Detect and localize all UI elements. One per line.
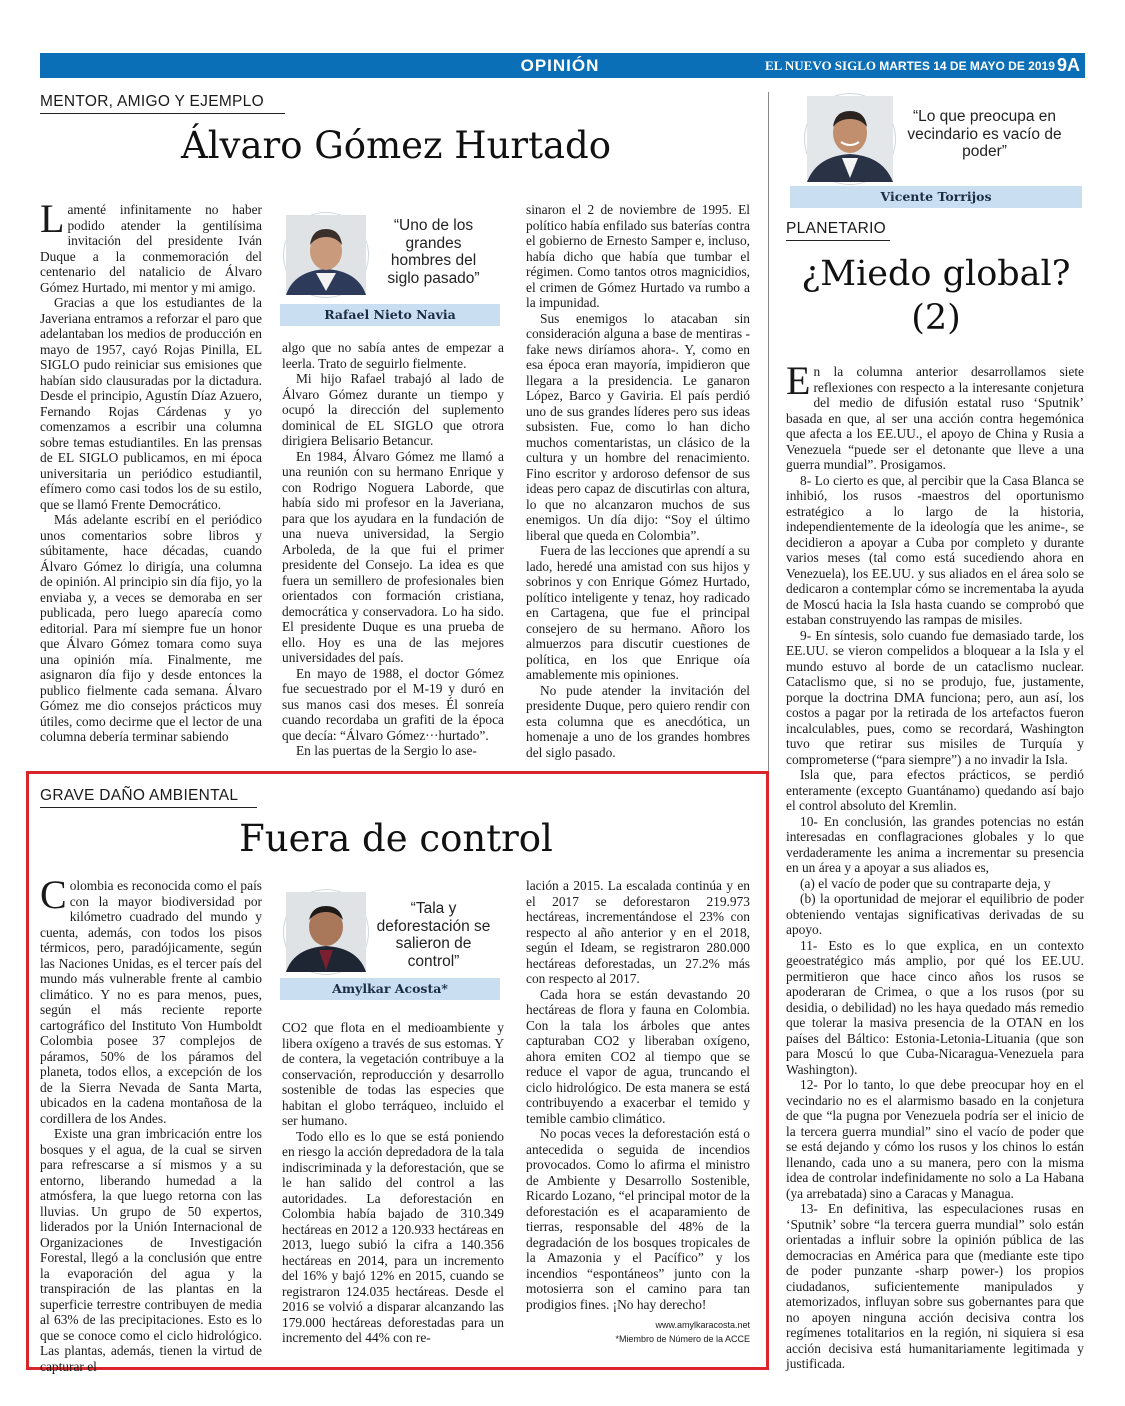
paragraph: En las puertas de la Sergio lo ase- [296, 743, 477, 758]
article2-column-3 [526, 878, 750, 1318]
paragraph: Isla que, para efectos prácticos, se perdió enteramente (excepto Guantánamo) quedando así bajo el control absoluto del Kremlin. [786, 767, 1084, 813]
paragraph: Existe una gran imbricación entre los bosques y el agua, de la cual se sirven para refrescarse a sí mismos y a su entorno, liberando humedad a la atmósfera, la que luego retorna con las lluvias. Un grupo de 50 expertos, liderados por la Unión Internacional de Organizaciones de Investigación Forestal, llegó a la conclusión que entre la evaporación del agua y la transpiración de las plantas en la superficie terrestre contribuyen de media al 63% de las precipitaciones. Esto es lo que se conoce como el ciclo hidrológico. Las plantas, además, tienen la virtud de capturar el [40, 1126, 262, 1374]
paragraph: 12- Por lo tanto, lo que debe preocupar hoy en el vecindario no es el alarmismo basado en la conjetura de que “la pugna por Venezuela podría ser el inicio de la tercera guerra mundial” sino el vacío de poder que se está dejando y cómo los rusos y los chinos lo están llenando, cada uno a su manera, pero con la misma idea de controlar indefinidamente no solo a La Habana (ya arrebatada) sino a Caracas y Managua. [786, 1077, 1084, 1201]
article1-title: Álvaro Gómez Hurtado [181, 124, 611, 167]
paragraph: En mayo de 1988, el doctor Gómez fue secuestrado por el M-19 y duró en sus manos casi dos meses. Él sonreía cuando recordaba un grafiti de la época que decía: “Álvaro Gómez···hurtado”. [282, 665, 504, 743]
paragraph: Gracias a que los estudiantes de la Javeriana entramos a reforzar el paro que adelantaban los medios de producción en mayo de 1957, cayó Rojas Pinilla, EL SIGLO pudo reiniciar sus emisiones que habían sido clausuradas por la dictadura. Desde el principio, Agustín Díaz Azuero, Fernando Rojas Cárdenas y yo comenzamos a escribir una columna sobre temas estudiantiles. En las prensas de EL SIGLO publicamos, en mi época universitaria un periódico estudiantil, efímero como casi todos los de su estilo, que se llamó Frente Democrático. [40, 295, 262, 512]
paper-name: EL NUEVO SIGLO [765, 58, 876, 73]
paragraph: Cada hora se están devastando 20 hectáreas de flora y fauna en Colombia. Con la tala los árboles que antes capturaban CO2 y liberaban oxígeno, ahora emiten CO2 al tiempo que se reduce el vapor de agua, truncando el ciclo hidrológico. De esta manera se está contribuyendo a exacerbar el temido y temible cambio climático. [526, 986, 750, 1126]
article1-kicker: MENTOR, AMIGO Y EJEMPLO [40, 93, 264, 110]
paragraph: No pocas veces la deforestación está o antecedida o seguida de incendios provocados. Como lo afirma el ministro de Ambiente y Desarrollo Sostenible, Ricardo Lozano, “el principal motor de la deforestación es el acaparamiento de tierras, responsable del 48% de la degradación de los bosques tropicales de la Amazonia y el Pacífico” y los incendios “espontáneos” junto con la motosierra son el camino para tan prodigios fines. ¡No hay derecho! [526, 1126, 750, 1312]
paragraph: n la columna anterior desarrollamos siete reflexiones con respecto a la interesante conjetura del medio de difusión estatal ruso ‘Sputnik’ basada en que, al ser una acción contra hegemónica que afecta a los EE.UU., el apoyo de China y Rusia a Venezuela “puede ser el detonante que lleve a una guerra mundial”. Prosigamos. [786, 364, 1084, 472]
article2-author: Amylkar Acosta* [280, 978, 500, 1000]
dropcap: C [40, 872, 67, 917]
paragraph: 9- En síntesis, solo cuando fue demasiado tarde, los EE.UU. se vieron compelidos a bloquear a la Isla y el mundo estuvo al borde de un cataclismo nuclear. Cataclismo que, si no se produjo, fue, justamente, porque la doctrina DMA funciona; pero, aun así, los costos a pagar por la retirada de los artefactos fueron incalculables, pues, como se recordará, Washington tuvo que retirar sus misiles de Turquía y comprometerse (“para siempre”) a no invadir la Isla. [786, 627, 1084, 767]
paragraph: 13- En definitiva, las especulaciones rusas en ‘Sputnik’ sobre “la tercera guerra mundial” solo están orientadas a influir sobre la opinión pública de las democracias en América para que (mediante este tipo de poder punzante -sharp power-) los propios ciudadanos, suficientemente manipulados y atemorizados, influyan sobre sus gobernantes para que no apoyen ninguna acción decisiva contra los regímenes totalitarios en la región, ni siquiera si esa acción decisiva está humanitariamente legitimada y justificada. [786, 1201, 1084, 1371]
article3-author: Vicente Torrijos [790, 186, 1082, 208]
article2-footnote: *Miembro de Número de la ACCE [615, 1334, 750, 1344]
portrait-image [286, 215, 366, 295]
article3-body [786, 358, 1084, 1371]
paragraph: sinaron el 2 de noviembre de 1995. El político había enfilado sus baterías contra el gobierno de Ernesto Samper e, incluso, había dicho que había que tumbar el régimen. Como tantos otros magnicidios, el crimen de Gómez Hurtado va rumbo a la impunidad. [526, 202, 750, 310]
article1-kicker-rule [40, 113, 285, 114]
paragraph: (a) el vacío de poder que su contraparte deja, y [800, 875, 1051, 891]
title-line: (2) [911, 298, 961, 338]
paragraph: Más adelante escribí en el periódico unos comentarios sobre libros y súbitamente, hace décadas, cuando Álvaro Gómez lo dirigía, una columna de opinión. Al principio sin día fijo, yo la enviaba y, a veces se demoraba en ser publicada, pero luego aparecía como editorial. Para mí siempre fue un honor que Álvaro Gómez tomara como suya una opinión mía. Finalmente, me asignaron día fijo y desde entonces la publico fielmente cada semana. Álvaro Gómez me dio consejos prácticos muy útiles, como decirme que el lector de una columna debería terminar sabiendo [40, 512, 262, 744]
paragraph: lación a 2015. La escalada continúa y en el 2017 se deforestaron 219.973 hectáreas, incrementándose el 23% con respecto al año anterior y en el 2018, según el Ideam, se registraron 280.000 hectáreas deforestadas, un 27.2% más con respecto al 2017. [526, 878, 750, 986]
article3-quote: “Lo que preocupa en vecindario es vacío de poder” [907, 108, 1062, 160]
paragraph: amenté infinitamente no haber podido atender la gentilísima invitación del presidente Iván Duque a la conmemoración del centenario del natalicio de Álvaro Gómez Hurtado, mi mentor y mi amigo. [40, 202, 262, 295]
article2-website: www.amylkaracosta.net [655, 1320, 750, 1330]
article2-quote: “Tala y deforestación se salieron de control” [376, 900, 491, 970]
header-paper-name [765, 55, 1055, 77]
author-portrait [284, 213, 368, 297]
article2-title: Fuera de control [239, 817, 553, 860]
paragraph: No pude atender la invitación del presidente Duque, pero quiero rendir con esta columna que es anecdótica, un homenaje a uno de los grandes hombres del siglo pasado. [526, 682, 750, 760]
article3-kicker: PLANETARIO [786, 220, 887, 237]
portrait-image [286, 892, 366, 972]
dropcap: E [786, 358, 811, 403]
page-number: 9A [1056, 55, 1080, 75]
article2-column-2 [282, 1020, 504, 1350]
paragraph: olombia es reconocida como el país con la mayor biodiversidad por kilómetro cuadrado del mundo y cuenta, además, con todos los pisos térmicos, pero, paradójicamente, según las Naciones Unidas, es el tercer país del mundo más vulnerable frente al cambio climático. Y no es para menos, pues, según el más reciente reporte cartográfico del Instituto Von Humboldt Colombia posee 37 complejos de páramos, 50% de los páramos del planeta, todos ellos, a excepción de los de la Sierra Nevada de Santa Marta, ubicados en la cadena montañosa de la cordillera de los Andes. [40, 878, 262, 1126]
paragraph: 11- Esto es lo que explica, en un contexto geoestratégico más amplio, por qué los EE.UU. permitieron que hace cinco años los rusos se apoderaran de Crimea, o que a los rusos (por su desidia, o debilidad) no les haya quedado más remedio que tolerar la masiva presencia de la OTAN en los países del Báltico: Estonia-Letonia-Lituania (que son para Moscú lo que Cuba-Nicaragua-Venezuela para Washington). [786, 937, 1084, 1077]
article2-kicker-rule [40, 807, 257, 808]
paragraph: Fuera de las lecciones que aprendí a su lado, heredé una amistad con sus hijos y sobrinos y con Enrique Gómez Hurtado, político inteligente y tenaz, hoy radicado en Cartagena, que fue el principal consejero de su hermano. Añoro los almuerzos para discutir cuestiones de política, en los que Enrique oía amablemente mis opiniones. [526, 543, 750, 682]
paragraph: Mi hijo Rafael trabajó al lado de Álvaro Gómez durante un tiempo y ocupó la dirección del suplemento dominical de EL SIGLO que otrora dirigiera Belisario Betancur. [282, 371, 504, 448]
paragraph: CO2 que flota en el medioambiente y libera oxígeno a través de sus estomas. Y de contera, la vegetación contribuye a la conservación, reproducción y desarrollo sostenible de todas las especies que habitan el globo terráqueo, incluido el ser humano. [282, 1020, 504, 1128]
article2-kicker: GRAVE DAÑO AMBIENTAL [40, 787, 239, 804]
author-portrait [805, 94, 895, 184]
paragraph: (b) la oportunidad de mejorar el equilibrio de poder obteniendo ventajas significativas derivadas de su apoyo. [786, 891, 1084, 937]
paragraph: En 1984, Álvaro Gómez me llamó a una reunión con su hermano Enrique y con Rodrigo Noguera Laborde, que había sido mi profesor en la Javeriana, para que los ayudara en la fundación de una nueva universidad, la Sergio Arboleda, de la que fui el primer presidente del Consejo. La idea es que fuera un semillero de profesionales bien orientados con formación cristiana, democrática y conservadora. Lo ha sido. El presidente Duque es una prueba de ello. Hoy es una de las mejores universidades del país. [282, 448, 504, 665]
article1-column-1 [40, 196, 262, 764]
dropcap: L [40, 196, 65, 241]
article3-quote-box [790, 92, 1082, 207]
article2-column-1 [40, 872, 262, 1374]
paragraph: 8- Lo cierto es que, al percibir que la Casa Blanca se inhibió, los rusos -maestros del oportunismo estratégico a lo largo de la historia, independientemente de la ideología que les anime-, se decidieron a apoyar a Cuba por completo y durante varios meses (tal como está sucediendo ahora en Venezuela), los EE.UU. y sus aliados en el área solo se dedicaron a contemplar cómo se incrementaba la ayuda de Moscú hacia la Isla hasta cuando se comprobó que estaban construyendo las rampas de misiles. [786, 472, 1084, 627]
article1-quote: “Uno de los grandes hombres del siglo pasado” [387, 217, 480, 287]
paragraph: algo que no sabía antes de empezar a leerla. Trato de seguirlo fielmente. [282, 340, 504, 371]
article3-title [786, 252, 1086, 340]
article3-kicker-rule [786, 240, 890, 241]
article1-column-3 [526, 202, 750, 764]
author-portrait [284, 890, 368, 974]
article2-quote-box [280, 882, 500, 1004]
portrait-image [807, 96, 893, 182]
paragraph: Todo ello es lo que se está poniendo en riesgo la acción depredadora de la tala indiscriminada y la deforestación, que se le han salido del control a las autoridades. La deforestación en Colombia había bajado de 310.349 hectáreas en 2012 a 120.933 hectáreas en 2013, luego subió la cifra a 140.356 hectáreas en 2014, para un incremento del 16% y bajó 12% en 2015, cuando se registraron 124.035 hectáreas. Desde el 2016 se volvió a disparar alcanzando las 179.000 hectáreas deforestadas para un incremento del 44% con re- [282, 1128, 504, 1345]
issue-date: MARTES 14 DE MAYO DE 2019 [879, 59, 1055, 73]
paragraph: 10- En conclusión, las grandes potencias no están interesadas en conflagraciones globales y lo que verdaderamente les anima a incrementar su presencia en un área y a apoyar a sus aliados es, [786, 813, 1084, 875]
paragraph: Sus enemigos lo atacaban sin consideración alguna a base de mentiras -fake news diríamos ahora-. Y, como en esa época eran mayoría, impidieron que llegara a la presidencia. Le ganaron López, Barco y Gaviria. El país perdió uno de sus grandes líderes pero sus ideas subsisten. Fue, como lo han dicho muchos comentaristas, un clásico de la cultura y un hombre del renacimiento. Fino escritor y ardoroso defensor de sus ideas pero capaz de discutirlas con altura, lo que no alcanzaron muchos de sus enemigos. Un día dijo: “Soy el último liberal que queda en Colombia”. [526, 310, 750, 543]
article1-author: Rafael Nieto Navia [280, 304, 500, 326]
article1-quote-box [280, 205, 500, 330]
header-section-label: OPINIÓN [520, 56, 600, 75]
article1-column-2 [282, 340, 504, 764]
title-line: ¿Miedo global? [801, 254, 1071, 294]
